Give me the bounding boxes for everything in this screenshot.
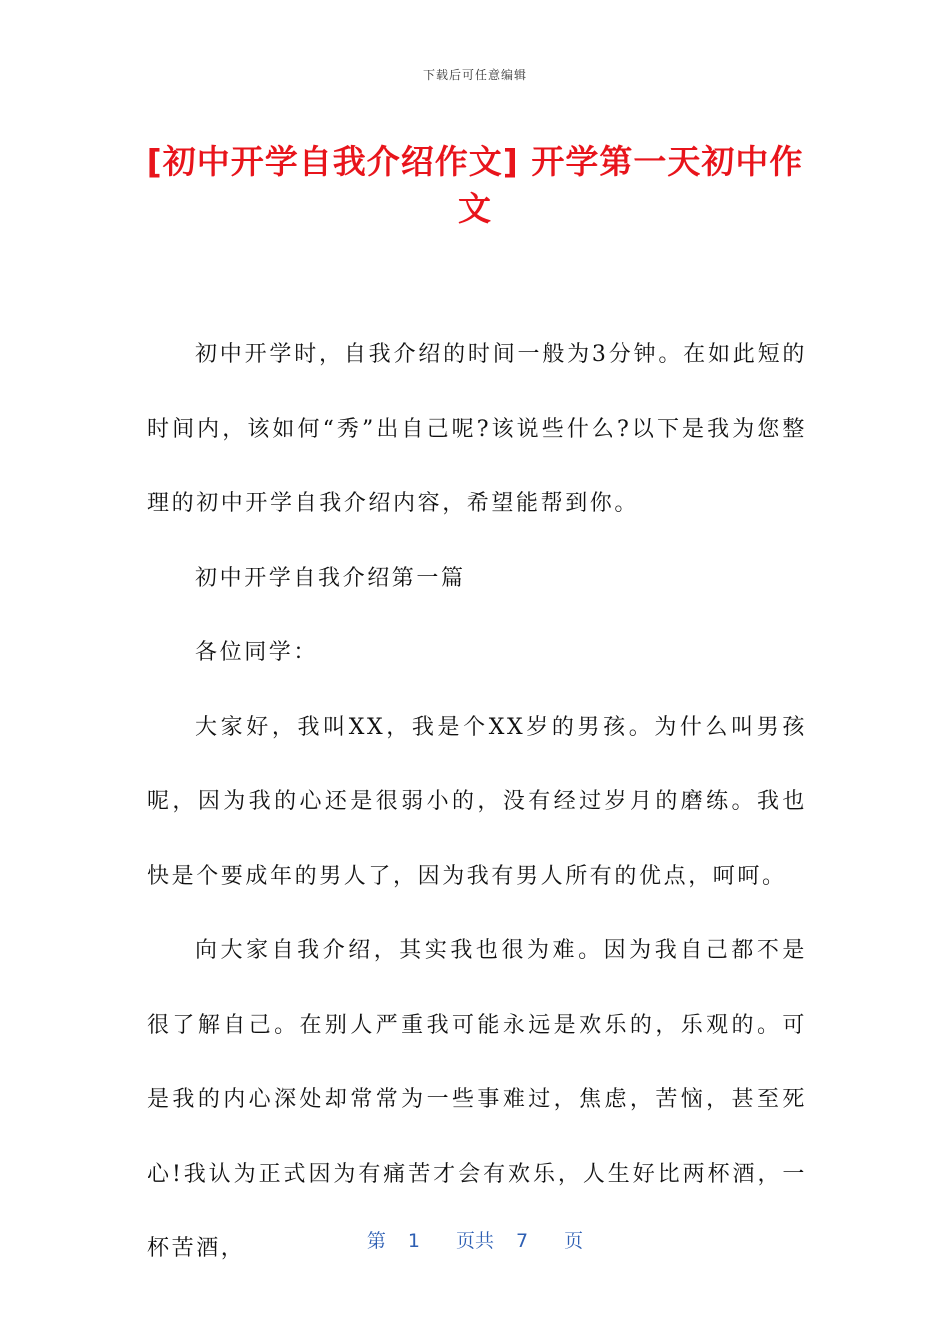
footer-total-pages: 7 — [516, 1230, 529, 1252]
paragraph-reflection: 向大家自我介绍，其实我也很为难。因为我自己都不是很了解自己。在别人严重我可能永远是欢乐的，乐观的。可是我的内心深处却常常为一些事难过，焦虑，苦恼，甚至死心!我认为正式因为有痛苦才会有欢乐，人生好比两杯酒，一杯苦酒， — [147, 938, 807, 1261]
paragraph-intro: 初中开学时，自我介绍的时间一般为3分钟。在如此短的时间内，该如何“秀”出自己呢?该说些什么?以下是我为您整理的初中开学自我介绍内容，希望能帮到你。 — [147, 342, 807, 516]
footer-suffix: 页 — [564, 1230, 584, 1252]
paragraph-self-intro: 大家好，我叫XX，我是个XX岁的男孩。为什么叫男孩呢，因为我的心还是很弱小的，没有经过岁月的磨练。我也快是个要成年的男人了，因为我有男人所有的优点，呵呵。 — [147, 714, 807, 889]
paragraph-greeting: 各位同学： — [195, 640, 319, 665]
page-footer — [0, 1226, 950, 1253]
footer-current-page: 1 — [407, 1230, 420, 1252]
document-body — [147, 318, 807, 1287]
document-title: [初中开学自我介绍作文] 开学第一天初中作文 — [146, 142, 804, 228]
header-note: 下载后可任意编辑 — [422, 68, 527, 82]
footer-middle: 页共 — [455, 1230, 494, 1252]
paragraph-section-heading: 初中开学自我介绍第一篇 — [195, 565, 466, 591]
footer-prefix: 第 — [366, 1230, 386, 1252]
